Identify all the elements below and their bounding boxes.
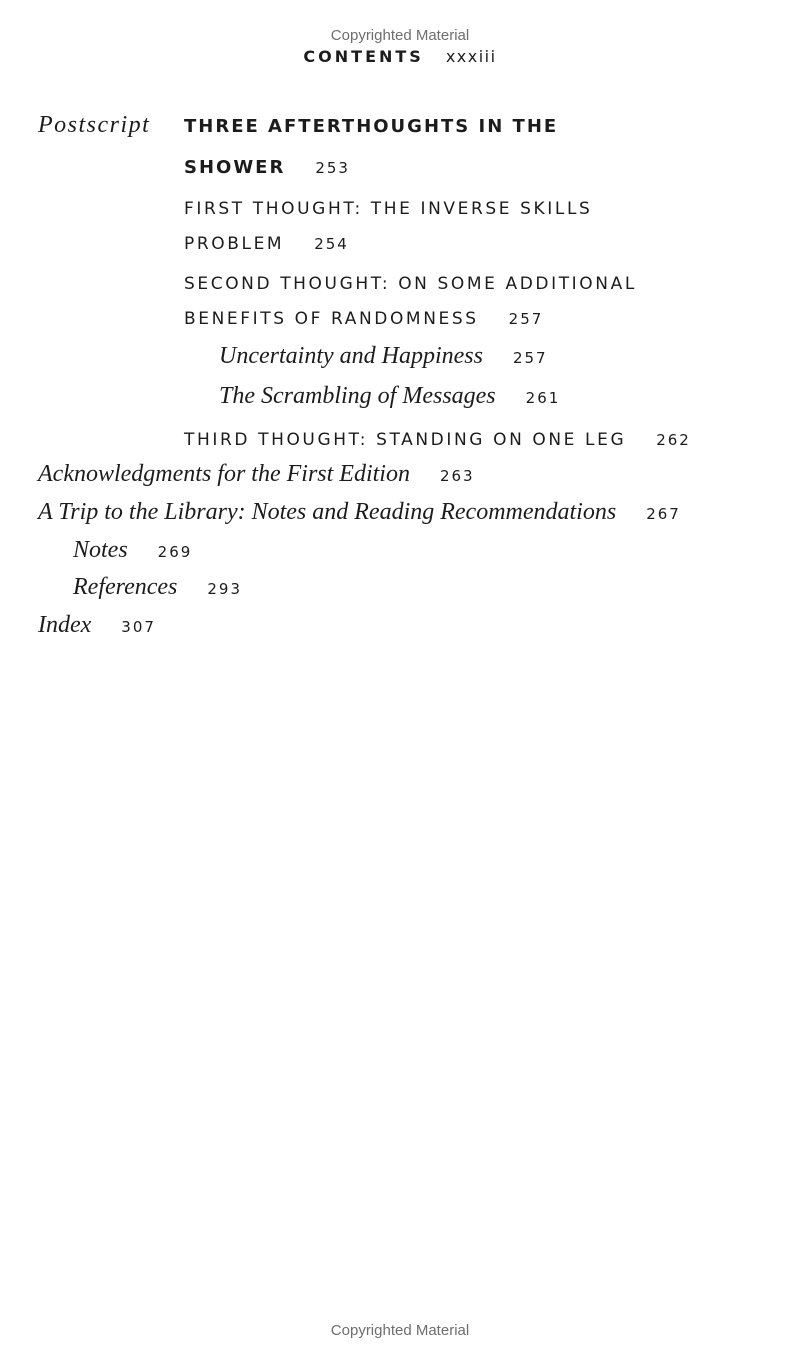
uncertainty-entry xyxy=(219,343,548,370)
running-header xyxy=(0,47,800,66)
postscript-label: Postscript xyxy=(38,112,151,138)
second-thought-line2 xyxy=(184,309,543,329)
postscript-title-text: SHOWER xyxy=(184,157,286,178)
index-entry xyxy=(38,612,156,639)
library-page: 267 xyxy=(646,505,681,523)
postscript-title-line2 xyxy=(184,157,350,178)
library-title: A Trip to the Library: Notes and Reading Recommendations xyxy=(38,499,617,525)
second-thought-line1: SECOND THOUGHT: ON SOME ADDITIONAL xyxy=(184,274,637,294)
acknowledgments-page: 263 xyxy=(439,467,475,485)
third-thought-entry xyxy=(184,430,691,450)
header-label: CONTENTS xyxy=(303,47,424,66)
postscript-page: 253 xyxy=(315,159,350,177)
notes-page: 269 xyxy=(157,543,193,561)
first-thought-title-text: PROBLEM xyxy=(184,234,285,254)
first-thought-line2 xyxy=(184,234,349,254)
scrambling-page: 261 xyxy=(525,389,561,407)
second-thought-title-text: BENEFITS OF RANDOMNESS xyxy=(184,309,479,329)
copyright-watermark-top: Copyrighted Material xyxy=(330,27,470,44)
library-entry xyxy=(38,499,681,526)
references-title: References xyxy=(73,574,178,600)
uncertainty-title: Uncertainty and Happiness xyxy=(219,343,483,369)
acknowledgments-entry xyxy=(38,461,475,488)
index-title: Index xyxy=(38,612,92,638)
references-page: 293 xyxy=(207,580,243,598)
uncertainty-page: 257 xyxy=(512,349,548,367)
second-thought-page: 257 xyxy=(508,310,544,328)
header-page-number: xxxiii xyxy=(445,47,497,66)
notes-entry xyxy=(73,537,192,564)
postscript-title-line1: THREE AFTERTHOUGHTS IN THE xyxy=(184,116,559,137)
acknowledgments-title: Acknowledgments for the First Edition xyxy=(38,461,410,487)
copyright-watermark-bottom: Copyrighted Material xyxy=(330,1322,470,1339)
third-thought-page: 262 xyxy=(656,431,691,449)
third-thought-title: THIRD THOUGHT: STANDING ON ONE LEG xyxy=(184,430,627,450)
scrambling-entry xyxy=(219,383,560,410)
first-thought-page: 254 xyxy=(314,235,349,253)
references-entry xyxy=(73,574,242,601)
first-thought-line1: FIRST THOUGHT: THE INVERSE SKILLS xyxy=(184,199,593,219)
notes-title: Notes xyxy=(73,537,128,563)
scrambling-title: The Scrambling of Messages xyxy=(219,383,496,409)
index-page: 307 xyxy=(121,618,156,636)
